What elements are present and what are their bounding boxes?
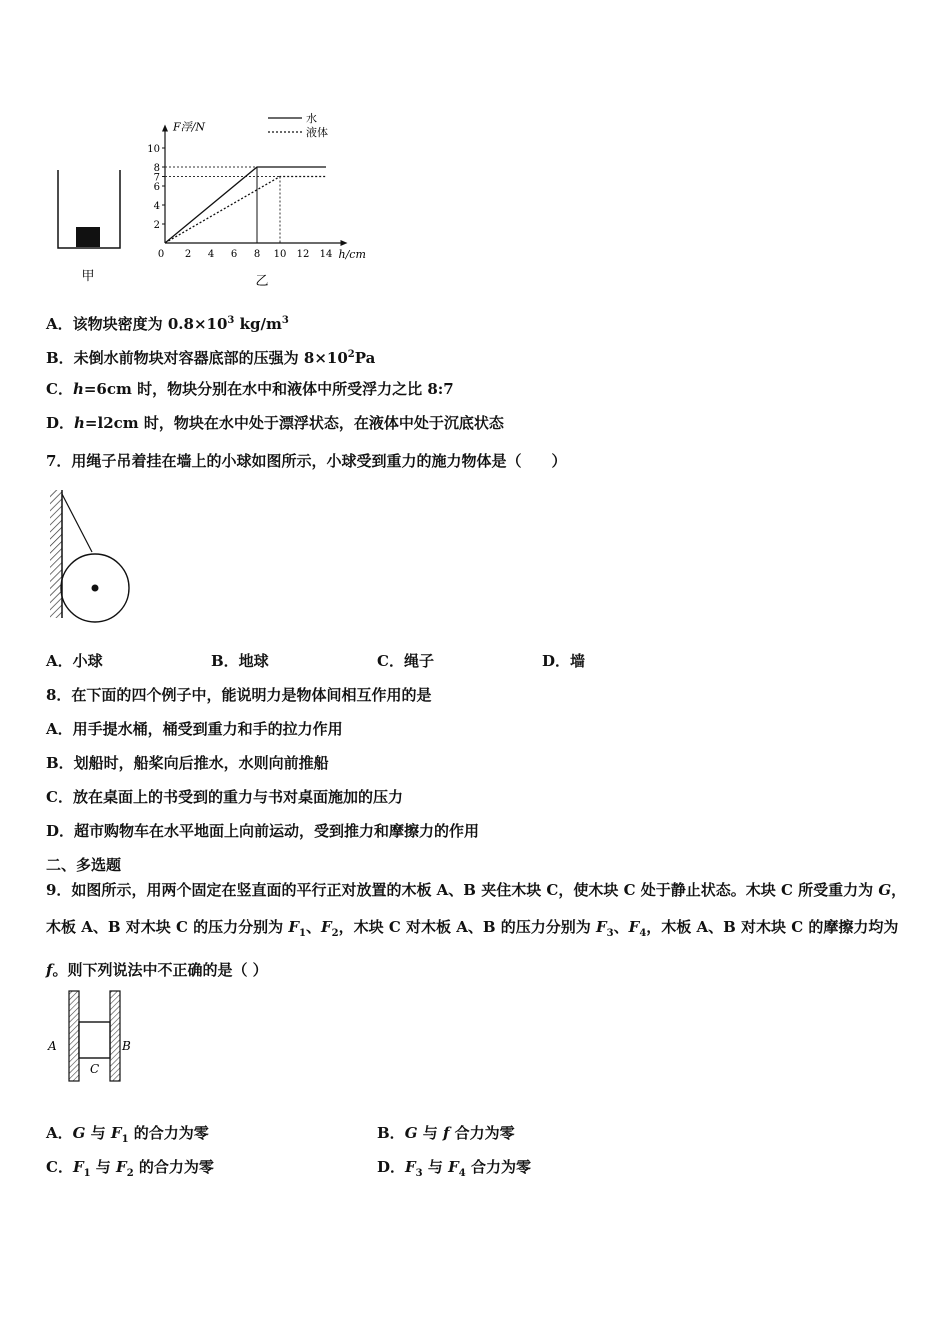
x-axis-label: h/cm [338, 248, 366, 261]
board-a [69, 991, 79, 1081]
x-tick-label: 12 [296, 249, 310, 260]
q8-option-d: D．超市购物车在水平地面上向前运动，受到推力和摩擦力的作用 [46, 822, 480, 840]
x-axis-arrow [341, 240, 348, 246]
x-tick-label: 4 [207, 249, 215, 260]
y-tick-label: 2 [153, 220, 160, 231]
block [76, 227, 100, 247]
q7-option-d: D．墙 [542, 652, 586, 670]
q9-option-a: A．G 与 $F_1$ 的合力为零 [46, 1124, 209, 1145]
fig-yi-label: 乙 [255, 274, 269, 289]
label-b: B [122, 1039, 131, 1053]
ball-center [92, 585, 99, 592]
y-tick-label: 8 [153, 163, 160, 174]
x-tick-label: 6 [230, 249, 238, 260]
q9-option-c: C．$F_1$ 与 $F_2$ 的合力为零 [46, 1158, 214, 1179]
x-tick-label: 2 [184, 249, 192, 260]
q6-option-d: D．h=l2cm 时，物块在水中处于漂浮状态，在液体中处于沉底状态 [46, 414, 504, 432]
buoyancy-chart [147, 111, 366, 261]
block-c [79, 1022, 110, 1058]
q7-option-a: A．小球 [46, 652, 103, 670]
q6-option-c: C．h=6cm 时，物块分别在水中和液体中所受浮力之比 8:7 [46, 380, 454, 398]
q7-option-c: C．绳子 [377, 652, 434, 670]
q7-figure [44, 488, 144, 623]
q8-option-c: C．放在桌面上的书受到的重力与书对桌面施加的压力 [46, 788, 403, 806]
q8-option-b: B．划船时，船桨向后推水，水则向前推船 [46, 754, 329, 772]
series-line [165, 167, 326, 243]
y-axis-arrow [162, 125, 168, 132]
q6-option-b: B．未倒水前物块对容器底部的压强为 $8\times 10^2Pa$ [46, 349, 376, 367]
q9-question: 9．如图所示，用两个固定在竖直面的平行正对放置的木板 A、B 夹住木块 C，使木块 C 处于静止状态。木块 C 所受重力为 G，木板 A、B 对木块 C 的压力分别为 $F_1$、$F_2$，木块 C 对木板 A、B 的压力分别为 $F_3$、$F_4$，木板 A、B 对木块 C 的摩擦力均为 f。则下列说法中不正确的是（ ） [46, 881, 907, 979]
label-a: A [48, 1039, 57, 1053]
x-tick-label: 0 [157, 249, 165, 260]
q6-figure [40, 100, 400, 295]
fig-jia-label: 甲 [81, 269, 95, 284]
series-line [165, 177, 326, 244]
y-axis-label: F浮/N [173, 120, 205, 134]
legend-label: 液体 [306, 126, 328, 139]
container-jia [58, 170, 120, 248]
wall-hatch [50, 490, 62, 618]
y-tick-label: 10 [147, 144, 160, 155]
q9-figure [44, 985, 144, 1090]
y-tick-label: 6 [153, 182, 160, 193]
x-tick-label: 14 [319, 249, 333, 260]
x-tick-label: 10 [273, 249, 287, 260]
label-c: C [90, 1062, 100, 1076]
y-tick-label: 7 [153, 172, 160, 184]
board-b [110, 991, 120, 1081]
y-tick-label: 4 [153, 201, 160, 212]
q8-question: 8．在下面的四个例子中，能说明力是物体间相互作用的是 [46, 686, 432, 704]
q7-option-b: B．地球 [211, 652, 269, 670]
q9-option-d: D．$F_3$ 与 $F_4$ 合力为零 [377, 1158, 531, 1179]
x-tick-label: 8 [253, 249, 261, 260]
section-title: 二、多选题 [46, 856, 122, 874]
q9-option-b: B．G 与 f 合力为零 [377, 1124, 515, 1142]
rope [62, 494, 92, 552]
q6-option-a: A．该物块密度为 $0.8\times 10^3$ $kg/m^3$ [46, 315, 289, 333]
q7-question: 7．用绳子吊着挂在墙上的小球如图所示，小球受到重力的施力物体是（ ） [46, 452, 567, 470]
legend-label: 水 [306, 112, 317, 125]
q8-option-a: A．用手提水桶，桶受到重力和手的拉力作用 [46, 720, 343, 738]
